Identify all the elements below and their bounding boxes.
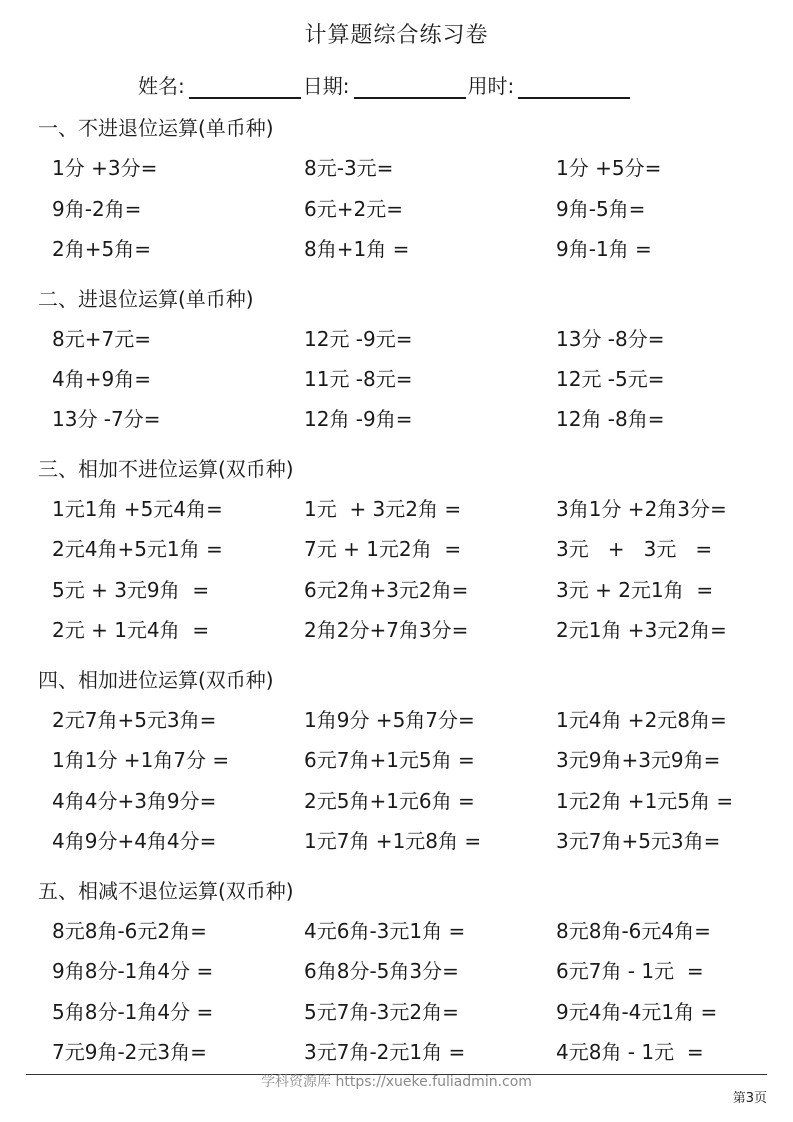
problem-row xyxy=(0,915,793,945)
section-heading: 三、相加不进位运算(双币种) xyxy=(38,457,294,481)
problem: 3元9角+3元9角= xyxy=(556,748,721,772)
name-blank[interactable] xyxy=(189,75,301,99)
problem: 11元 -8元= xyxy=(304,367,413,391)
problem-row xyxy=(0,363,793,393)
date-blank[interactable] xyxy=(354,75,466,99)
problem: 6角8分-5角3分= xyxy=(304,959,459,983)
section-heading: 四、相加进位运算(双币种) xyxy=(38,668,274,692)
problem: 1元7角 +1元8角 = xyxy=(304,829,482,853)
problem: 3角1分 +2角3分= xyxy=(556,497,727,521)
problem: 12角 -8角= xyxy=(556,407,665,431)
problem: 12元 -9元= xyxy=(304,327,413,351)
problem: 4角+9角= xyxy=(52,367,151,391)
problem: 3元 + 3元 = xyxy=(556,537,713,561)
problem: 1元1角 +5元4角= xyxy=(52,497,223,521)
problem-row xyxy=(0,533,793,563)
problem: 3元 + 2元1角 = xyxy=(556,578,714,602)
problem: 13分 -7分= xyxy=(52,407,161,431)
problem: 2元5角+1元6角 = xyxy=(304,789,475,813)
problem-row xyxy=(0,403,793,433)
problem: 3元7角-2元1角 = xyxy=(304,1040,466,1064)
problem: 8元+7元= xyxy=(52,327,151,351)
problem: 2角+5角= xyxy=(52,237,151,261)
problem: 12角 -9角= xyxy=(304,407,413,431)
page-title: 计算题综合练习卷 xyxy=(304,23,489,48)
problem: 1元2角 +1元5角 = xyxy=(556,789,734,813)
problem-row xyxy=(0,493,793,523)
problem: 13分 -8分= xyxy=(556,327,665,351)
problem: 5元7角-3元2角= xyxy=(304,1000,459,1024)
problem: 6元7角 - 1元 = xyxy=(556,959,704,983)
problem: 1角9分 +5角7分= xyxy=(304,708,475,732)
problem: 1角1分 +1角7分 = xyxy=(52,748,230,772)
problem: 1元4角 +2元8角= xyxy=(556,708,727,732)
problem: 4角9分+4角4分= xyxy=(52,829,217,853)
problem: 5元 + 3元9角 = xyxy=(52,578,210,602)
problem: 2元7角+5元3角= xyxy=(52,708,217,732)
problem-row xyxy=(0,996,793,1026)
problem: 9元4角-4元1角 = xyxy=(556,1000,718,1024)
problem: 8元8角-6元2角= xyxy=(52,919,207,943)
problem: 4元8角 - 1元 = xyxy=(556,1040,704,1064)
problem-row xyxy=(0,574,793,604)
section-heading: 五、相减不退位运算(双币种) xyxy=(38,879,294,903)
problem: 9角-5角= xyxy=(556,197,646,221)
problem: 9角-1角 = xyxy=(556,237,652,261)
problem-row xyxy=(0,825,793,855)
problem: 2元1角 +3元2角= xyxy=(556,618,727,642)
problem-row xyxy=(0,614,793,644)
footer-watermark: 学科资源库 https://xueke.fuliadmin.com xyxy=(261,1074,532,1090)
student-info-row xyxy=(138,70,632,99)
problem-row xyxy=(0,704,793,734)
section-heading: 一、不进退位运算(单币种) xyxy=(38,116,274,140)
problem-row xyxy=(0,323,793,353)
time-label: 用时: xyxy=(467,74,515,98)
problem: 4元6角-3元1角 = xyxy=(304,919,466,943)
problem: 7元 + 1元2角 = xyxy=(304,537,462,561)
problem: 3元7角+5元3角= xyxy=(556,829,721,853)
problem-row xyxy=(0,152,793,182)
time-blank[interactable] xyxy=(518,75,630,99)
problem: 7元9角-2元3角= xyxy=(52,1040,207,1064)
problem-row xyxy=(0,1036,793,1066)
problem: 5角8分-1角4分 = xyxy=(52,1000,214,1024)
problem: 8角+1角 = xyxy=(304,237,410,261)
problem-row xyxy=(0,955,793,985)
problem: 8元8角-6元4角= xyxy=(556,919,711,943)
date-label: 日期: xyxy=(302,74,350,98)
section-heading: 二、进退位运算(单币种) xyxy=(38,287,254,311)
problem: 9角8分-1角4分 = xyxy=(52,959,214,983)
problem: 12元 -5元= xyxy=(556,367,665,391)
problem: 6元7角+1元5角 = xyxy=(304,748,475,772)
problem: 4角4分+3角9分= xyxy=(52,789,217,813)
name-label: 姓名: xyxy=(138,74,185,98)
problem-row xyxy=(0,233,793,263)
problem: 1分 +3分= xyxy=(52,156,158,180)
problem: 2元 + 1元4角 = xyxy=(52,618,210,642)
problem: 1元 + 3元2角 = xyxy=(304,497,462,521)
problem-row xyxy=(0,785,793,815)
problem-row xyxy=(0,744,793,774)
problem: 2角2分+7角3分= xyxy=(304,618,469,642)
problem: 9角-2角= xyxy=(52,197,142,221)
problem: 6元+2元= xyxy=(304,197,403,221)
problem: 1分 +5分= xyxy=(556,156,662,180)
page-number: 第3页 xyxy=(732,1091,767,1106)
problem: 8元-3元= xyxy=(304,156,394,180)
problem: 2元4角+5元1角 = xyxy=(52,537,223,561)
problem: 6元2角+3元2角= xyxy=(304,578,469,602)
problem-row xyxy=(0,193,793,223)
